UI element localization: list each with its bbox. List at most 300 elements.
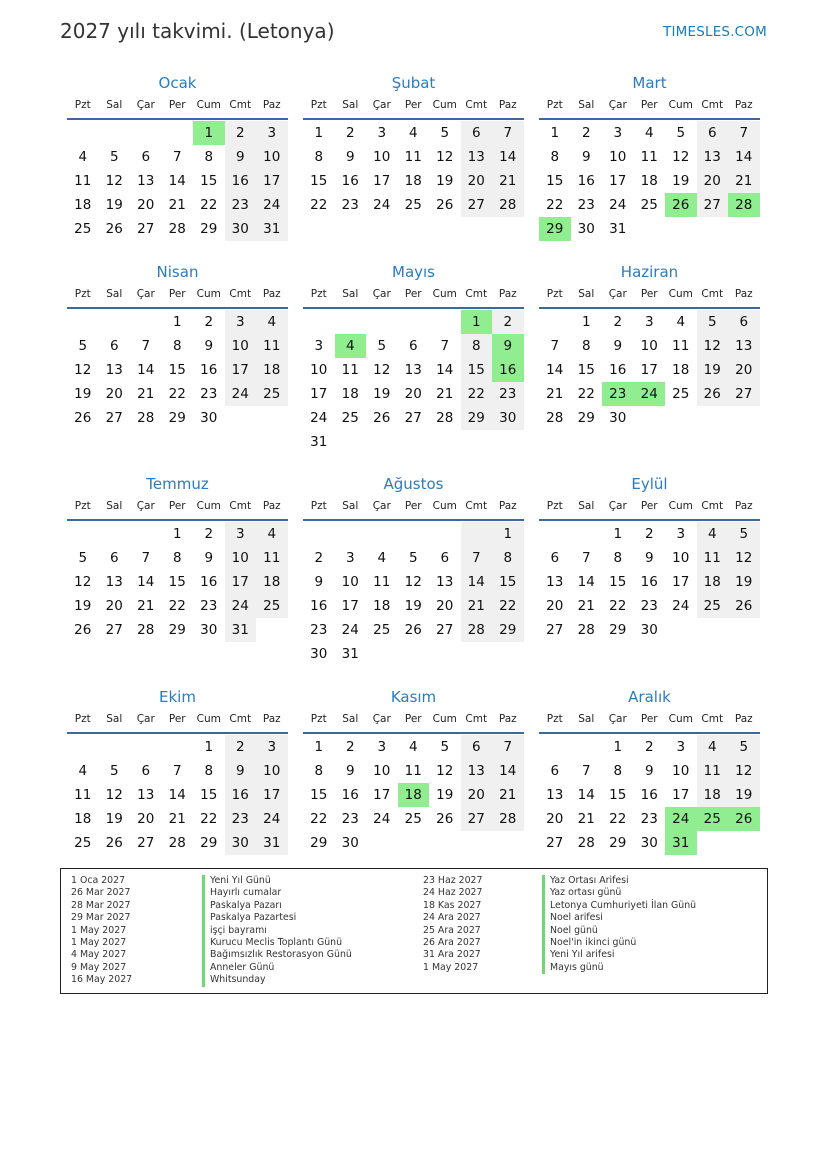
day-cell: 15 — [609, 574, 627, 590]
day-cell: 19 — [672, 173, 690, 189]
weekday-label: Çar — [372, 99, 391, 111]
weekday-label: Sal — [342, 500, 359, 512]
day-cell: 2 — [644, 739, 654, 755]
day-cell: 20 — [105, 386, 123, 402]
day-cell: 3 — [377, 125, 387, 141]
day-cell: 6 — [141, 149, 151, 165]
day-grid — [539, 309, 760, 453]
weekday-label: Paz — [262, 713, 281, 725]
page-title: 2027 yılı takvimi. (Letonya) — [60, 19, 335, 43]
day-cell: 22 — [310, 811, 328, 827]
day-cell: 28 — [436, 410, 454, 426]
day-cell: 3 — [676, 739, 686, 755]
day-cell: 27 — [461, 807, 493, 831]
weekday-label: Sal — [578, 500, 595, 512]
month-block — [67, 262, 288, 453]
day-cell: 1 — [492, 522, 524, 546]
day-cell: 5 — [377, 338, 387, 354]
day-cell: 29 — [168, 622, 186, 638]
day-cell: 18 — [697, 570, 729, 594]
weekday-label: Çar — [372, 500, 391, 512]
weekday-label: Sal — [106, 99, 123, 111]
legend-holiday-name: Paskalya Pazarı — [202, 900, 352, 912]
weekday-label: Paz — [262, 500, 281, 512]
day-cell: 26 — [74, 410, 92, 426]
day-cell: 21 — [577, 811, 595, 827]
day-cell: 8 — [613, 763, 623, 779]
day-cell: 5 — [78, 338, 88, 354]
day-cell: 10 — [672, 763, 690, 779]
day-cell: 13 — [461, 145, 493, 169]
day-cell: 7 — [581, 763, 591, 779]
day-cell: 24 — [609, 197, 627, 213]
day-cell: 24 — [225, 594, 257, 618]
day-cell: 15 — [200, 173, 218, 189]
day-cell: 26 — [404, 622, 422, 638]
day-cell: 25 — [373, 622, 391, 638]
day-cell: 7 — [461, 546, 493, 570]
weekday-label: Per — [640, 500, 658, 512]
weekday-label: Pzt — [546, 500, 563, 512]
day-cell: 30 — [577, 221, 595, 237]
day-cell: 25 — [256, 382, 288, 406]
day-cell: 20 — [137, 811, 155, 827]
day-cell: 25 — [341, 410, 359, 426]
day-cell: 21 — [492, 783, 524, 807]
day-cell: 1 — [172, 526, 182, 542]
day-cell: 25 — [404, 811, 422, 827]
day-cell: 3 — [225, 310, 257, 334]
day-cell: 7 — [440, 338, 450, 354]
month-name: Mayıs — [392, 263, 435, 281]
day-cell: 17 — [672, 787, 690, 803]
day-cell: 25 — [404, 197, 422, 213]
day-cell: 12 — [404, 574, 422, 590]
weekday-label: Cmt — [229, 99, 252, 111]
day-cell: 28 — [546, 410, 564, 426]
day-cell: 31 — [256, 831, 288, 855]
day-cell: 28 — [492, 193, 524, 217]
day-cell: 28 — [137, 622, 155, 638]
month-name: Eylül — [631, 475, 668, 493]
month-name: Ağustos — [383, 475, 444, 493]
weekday-label: Pzt — [546, 713, 563, 725]
day-cell: 12 — [105, 173, 123, 189]
day-cell: 28 — [492, 807, 524, 831]
legend-holiday-name: Letonya Cumhuriyeti İlan Günü — [542, 900, 696, 912]
weekday-label: Çar — [136, 288, 155, 300]
day-cell: 1 — [193, 121, 225, 145]
legend-date: 1 Oca 2027 — [71, 875, 126, 886]
day-cell: 19 — [436, 173, 454, 189]
weekday-label: Sal — [578, 713, 595, 725]
day-cell: 15 — [200, 787, 218, 803]
day-cell: 14 — [436, 362, 454, 378]
day-cell: 27 — [105, 410, 123, 426]
day-cell: 22 — [546, 197, 564, 213]
day-cell: 24 — [665, 807, 697, 831]
day-cell: 31 — [341, 646, 359, 662]
day-cell: 17 — [672, 574, 690, 590]
weekday-label: Cum — [668, 288, 693, 300]
day-cell: 3 — [676, 526, 686, 542]
day-cell: 20 — [728, 358, 760, 382]
day-cell: 7 — [172, 763, 182, 779]
day-cell: 13 — [461, 759, 493, 783]
day-cell: 22 — [200, 811, 218, 827]
weekday-label: Pzt — [74, 713, 91, 725]
day-cell: 25 — [74, 221, 92, 237]
month-block — [67, 687, 288, 878]
day-cell: 7 — [141, 338, 151, 354]
day-cell: 3 — [644, 314, 654, 330]
day-cell: 17 — [373, 173, 391, 189]
day-cell: 22 — [609, 598, 627, 614]
day-cell: 26 — [665, 193, 697, 217]
weekday-label: Çar — [136, 500, 155, 512]
month-name: Aralık — [628, 688, 671, 706]
weekday-label: Pzt — [74, 500, 91, 512]
day-cell: 5 — [440, 125, 450, 141]
day-cell: 28 — [577, 835, 595, 851]
site-link[interactable]: TIMESLES.COM — [663, 24, 767, 40]
month-name: Kasım — [390, 688, 437, 706]
day-cell: 27 — [697, 193, 729, 217]
weekday-label: Pzt — [310, 713, 327, 725]
day-cell: 11 — [697, 759, 729, 783]
weekday-label: Çar — [372, 713, 391, 725]
weekday-label: Cum — [196, 500, 221, 512]
day-cell: 15 — [577, 362, 595, 378]
day-cell: 10 — [341, 574, 359, 590]
weekday-label: Paz — [734, 713, 753, 725]
legend-holiday-name: Kurucu Meclis Toplantı Günü — [202, 937, 352, 949]
day-cell: 4 — [78, 149, 88, 165]
weekday-label: Cmt — [465, 500, 488, 512]
weekday-label: Çar — [372, 288, 391, 300]
day-grid — [67, 120, 288, 264]
day-cell: 13 — [546, 787, 564, 803]
day-cell: 2 — [613, 314, 623, 330]
legend-date: 26 Mar 2027 — [71, 887, 131, 899]
weekday-label: Sal — [106, 500, 123, 512]
day-cell: 8 — [314, 149, 324, 165]
day-cell: 21 — [546, 386, 564, 402]
day-cell: 16 — [341, 787, 359, 803]
day-cell: 12 — [74, 574, 92, 590]
day-grid — [303, 521, 524, 665]
weekday-label: Paz — [734, 500, 753, 512]
legend-holiday-name: Yaz ortası günü — [542, 887, 696, 899]
day-cell: 15 — [461, 358, 493, 382]
day-cell: 3 — [345, 550, 355, 566]
day-cell: 8 — [204, 763, 214, 779]
day-cell: 24 — [672, 598, 690, 614]
day-cell: 16 — [609, 362, 627, 378]
weekday-header — [303, 94, 524, 120]
day-cell: 28 — [168, 835, 186, 851]
legend-holiday-name: Noel arifesi — [542, 912, 696, 924]
day-cell: 18 — [256, 570, 288, 594]
legend-date: 16 May 2027 — [71, 974, 133, 986]
day-cell: 14 — [492, 759, 524, 783]
day-cell: 8 — [492, 546, 524, 570]
weekday-label: Per — [168, 288, 186, 300]
day-cell: 14 — [546, 362, 564, 378]
day-cell: 24 — [256, 193, 288, 217]
day-cell: 4 — [78, 763, 88, 779]
day-cell: 12 — [436, 763, 454, 779]
day-grid — [539, 734, 760, 878]
weekday-label: Pzt — [546, 288, 563, 300]
day-cell: 30 — [492, 406, 524, 430]
day-cell: 21 — [168, 811, 186, 827]
legend-date: 1 May 2027 — [71, 924, 127, 936]
month-name: Temmuz — [146, 475, 209, 493]
day-cell: 21 — [492, 169, 524, 193]
legend-date: 23 Haz 2027 — [423, 875, 483, 886]
weekday-header — [539, 283, 760, 309]
day-cell: 3 — [314, 338, 324, 354]
day-cell: 9 — [644, 550, 654, 566]
legend-holiday-name: Anneler Günü — [202, 962, 352, 974]
day-cell: 20 — [461, 169, 493, 193]
month-name: Mart — [632, 74, 667, 92]
day-cell: 29 — [577, 410, 595, 426]
day-cell: 1 — [314, 739, 324, 755]
weekday-header — [67, 708, 288, 734]
day-cell: 12 — [373, 362, 391, 378]
day-cell: 27 — [404, 410, 422, 426]
weekday-label: Cum — [196, 99, 221, 111]
day-cell: 30 — [640, 622, 658, 638]
weekday-label: Cum — [432, 288, 457, 300]
weekday-label: Paz — [734, 99, 753, 111]
legend-holiday-name: işçi bayramı — [202, 925, 352, 937]
weekday-label: Cum — [196, 288, 221, 300]
day-cell: 11 — [256, 334, 288, 358]
day-cell: 3 — [613, 125, 623, 141]
day-cell: 12 — [697, 334, 729, 358]
month-block — [539, 474, 760, 665]
day-cell: 3 — [256, 735, 288, 759]
day-grid — [67, 521, 288, 665]
day-cell: 9 — [204, 338, 214, 354]
weekday-label: Sal — [106, 713, 123, 725]
weekday-label: Cum — [668, 99, 693, 111]
day-cell: 5 — [676, 125, 686, 141]
weekday-label: Cmt — [701, 500, 724, 512]
day-cell: 19 — [74, 386, 92, 402]
day-cell: 18 — [341, 386, 359, 402]
day-grid — [303, 309, 524, 453]
day-cell: 20 — [436, 598, 454, 614]
day-cell: 11 — [640, 149, 658, 165]
day-cell: 29 — [492, 618, 524, 642]
weekday-header — [67, 283, 288, 309]
day-grid — [67, 734, 288, 878]
weekday-label: Per — [404, 713, 422, 725]
day-cell: 20 — [546, 598, 564, 614]
day-cell: 6 — [141, 763, 151, 779]
day-cell: 14 — [137, 362, 155, 378]
day-cell: 9 — [345, 763, 355, 779]
day-cell: 23 — [310, 622, 328, 638]
day-cell: 24 — [256, 807, 288, 831]
month-block — [303, 73, 524, 264]
day-cell: 12 — [728, 546, 760, 570]
day-cell: 6 — [109, 550, 119, 566]
weekday-header — [303, 495, 524, 521]
weekday-label: Per — [404, 500, 422, 512]
day-cell: 10 — [256, 145, 288, 169]
weekday-label: Pzt — [74, 99, 91, 111]
day-cell: 25 — [697, 807, 729, 831]
weekday-label: Cmt — [229, 713, 252, 725]
weekday-label: Cmt — [701, 288, 724, 300]
day-cell: 29 — [310, 835, 328, 851]
legend-date: 9 May 2027 — [71, 961, 127, 973]
day-cell: 19 — [697, 358, 729, 382]
day-cell: 16 — [200, 362, 218, 378]
weekday-label: Çar — [608, 713, 627, 725]
legend-date: 25 Ara 2027 — [423, 924, 481, 936]
legend-holiday-name: Yeni Yıl arifesi — [542, 949, 696, 961]
day-cell: 21 — [436, 386, 454, 402]
day-cell: 24 — [634, 382, 666, 406]
day-cell: 26 — [436, 197, 454, 213]
day-cell: 26 — [697, 382, 729, 406]
day-cell: 14 — [577, 574, 595, 590]
day-cell: 10 — [672, 550, 690, 566]
day-cell: 4 — [335, 334, 367, 358]
day-cell: 4 — [697, 522, 729, 546]
day-cell: 4 — [697, 735, 729, 759]
day-cell: 12 — [728, 759, 760, 783]
weekday-label: Per — [404, 99, 422, 111]
weekday-label: Sal — [106, 288, 123, 300]
day-cell: 25 — [74, 835, 92, 851]
day-cell: 10 — [256, 759, 288, 783]
day-cell: 4 — [408, 739, 418, 755]
weekday-label: Çar — [136, 713, 155, 725]
month-block — [303, 262, 524, 453]
day-cell: 8 — [314, 763, 324, 779]
day-cell: 23 — [225, 193, 257, 217]
day-cell: 17 — [256, 169, 288, 193]
day-cell: 6 — [440, 550, 450, 566]
day-cell: 3 — [256, 121, 288, 145]
day-cell: 4 — [377, 550, 387, 566]
day-cell: 22 — [577, 386, 595, 402]
day-cell: 25 — [697, 594, 729, 618]
legend-holiday-name: Yeni Yıl Günü — [202, 875, 352, 887]
day-cell: 12 — [672, 149, 690, 165]
day-cell: 13 — [728, 334, 760, 358]
day-cell: 1 — [613, 526, 623, 542]
day-cell: 18 — [398, 783, 430, 807]
day-cell: 6 — [550, 550, 560, 566]
day-cell: 9 — [492, 334, 524, 358]
day-cell: 8 — [550, 149, 560, 165]
month-block — [67, 474, 288, 665]
day-cell: 26 — [105, 835, 123, 851]
day-cell: 7 — [141, 550, 151, 566]
day-grid — [539, 120, 760, 264]
day-cell: 9 — [225, 145, 257, 169]
day-cell: 12 — [74, 362, 92, 378]
day-cell: 11 — [74, 787, 92, 803]
day-cell: 27 — [137, 221, 155, 237]
day-cell: 10 — [310, 362, 328, 378]
day-cell: 23 — [640, 811, 658, 827]
weekday-label: Paz — [262, 288, 281, 300]
day-cell: 19 — [404, 598, 422, 614]
day-cell: 6 — [728, 310, 760, 334]
legend-date: 4 May 2027 — [71, 949, 127, 961]
day-cell: 21 — [577, 598, 595, 614]
day-cell: 13 — [137, 173, 155, 189]
day-cell: 5 — [109, 763, 119, 779]
day-cell: 29 — [200, 221, 218, 237]
weekday-label: Sal — [342, 99, 359, 111]
day-cell: 1 — [550, 125, 560, 141]
day-cell: 10 — [225, 546, 257, 570]
day-cell: 16 — [640, 787, 658, 803]
day-cell: 23 — [577, 197, 595, 213]
day-cell: 9 — [204, 550, 214, 566]
day-cell: 6 — [697, 121, 729, 145]
day-cell: 18 — [74, 197, 92, 213]
day-cell: 21 — [137, 386, 155, 402]
day-cell: 15 — [168, 574, 186, 590]
day-cell: 27 — [546, 835, 564, 851]
day-cell: 3 — [377, 739, 387, 755]
day-cell: 21 — [137, 598, 155, 614]
day-cell: 9 — [644, 763, 654, 779]
day-cell: 27 — [105, 622, 123, 638]
legend-date: 1 May 2027 — [71, 936, 127, 948]
day-cell: 29 — [609, 835, 627, 851]
day-cell: 2 — [345, 125, 355, 141]
day-cell: 26 — [105, 221, 123, 237]
day-cell: 10 — [225, 334, 257, 358]
day-cell: 25 — [640, 197, 658, 213]
weekday-header — [539, 94, 760, 120]
day-cell: 17 — [225, 358, 257, 382]
weekday-label: Çar — [608, 500, 627, 512]
day-cell: 11 — [341, 362, 359, 378]
weekday-label: Cum — [196, 713, 221, 725]
weekday-label: Sal — [578, 99, 595, 111]
day-cell: 7 — [492, 121, 524, 145]
day-cell: 7 — [550, 338, 560, 354]
weekday-label: Pzt — [546, 99, 563, 111]
day-cell: 29 — [200, 835, 218, 851]
day-cell: 2 — [204, 314, 214, 330]
day-cell: 22 — [492, 594, 524, 618]
day-cell: 4 — [256, 310, 288, 334]
day-cell: 11 — [672, 338, 690, 354]
day-cell: 6 — [461, 735, 493, 759]
day-cell: 18 — [697, 783, 729, 807]
month-name: Nisan — [156, 263, 199, 281]
day-cell: 2 — [581, 125, 591, 141]
weekday-label: Cmt — [465, 99, 488, 111]
day-cell: 30 — [225, 831, 257, 855]
day-cell: 10 — [640, 338, 658, 354]
day-cell: 10 — [373, 149, 391, 165]
